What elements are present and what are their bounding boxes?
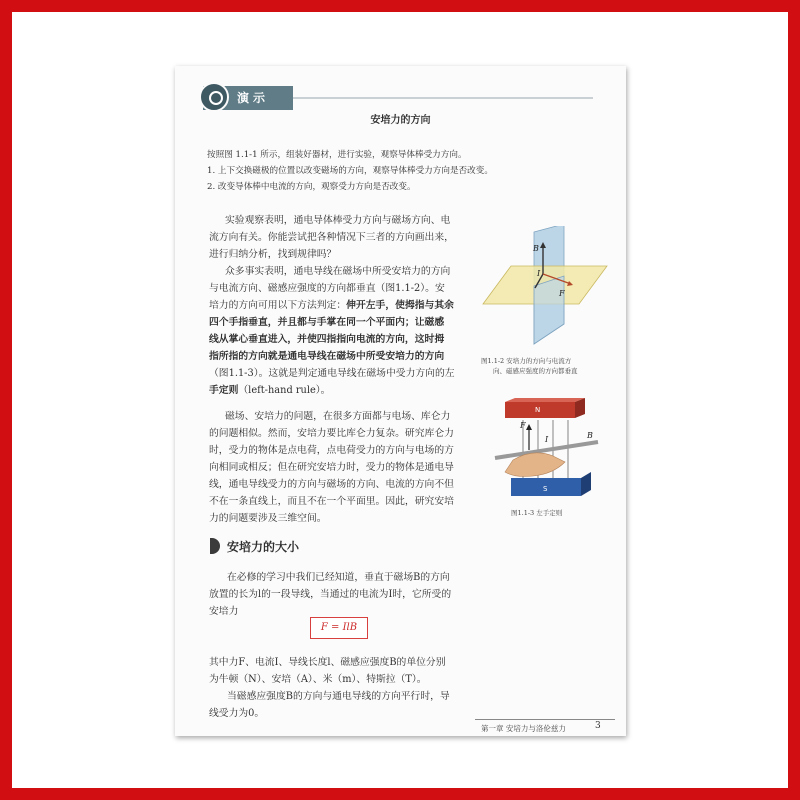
paragraph-line: 的问题相似。然而，安培力要比库仑力复杂。研究库仑力 xyxy=(209,428,454,439)
fig2-i-label: I xyxy=(545,435,549,444)
paragraph-line: 进行归纳分析，找到规律吗？ xyxy=(209,249,337,260)
rule-name-en: （left-hand rule）。 xyxy=(238,385,331,396)
paragraph-line: 线受力为0。 xyxy=(209,708,265,719)
demo-line: 2. 改变导体棒中电流的方向，观察受力方向是否改变。 xyxy=(207,182,416,192)
paragraph-line: 磁场、安培力的问题，在很多方面都与电场、库仑力 xyxy=(225,411,451,422)
paragraph-line xyxy=(209,297,454,311)
perpendicular-planes-figure xyxy=(479,226,614,351)
demo-line: 1. 上下交换磁极的位置以改变磁场的方向，观察导体棒受力方向是否改变。 xyxy=(207,166,493,176)
footer-rule xyxy=(475,719,615,720)
figure-caption: 图1.1-2 安培力的方向与电流方 xyxy=(481,357,572,365)
paragraph-line: 向相同或相反；但在研究安培力时，受力的物体是通电导 xyxy=(209,462,454,473)
rule-line: 四个手指垂直，并且都与手掌在同一个平面内；让磁感 xyxy=(209,317,445,328)
paragraph-line: 不在一条直线上，而且不在一个平面里。因此，研究安培 xyxy=(209,496,454,507)
paragraph-text: 培力的方向可用以下方法判定： xyxy=(209,300,347,311)
demo-icon xyxy=(199,82,229,112)
chapter-footer: 第一章 安培力与洛伦兹力 xyxy=(481,724,566,733)
paragraph-line: 其中力F、电流I、导线长度l、磁感应强度B的单位分别 xyxy=(209,657,446,668)
paragraph-line: 安培力 xyxy=(209,606,239,617)
north-pole-top xyxy=(505,398,585,402)
fig1-i-label: I xyxy=(537,269,541,278)
figure-caption: 向、磁感应强度的方向都垂直 xyxy=(493,367,578,375)
south-pole-side xyxy=(581,472,591,496)
demo-label: 演示 xyxy=(203,86,293,110)
rule-line: 线从掌心垂直进入，并使四指指向电流的方向，这时拇 xyxy=(209,334,445,345)
fig2-f-label: F xyxy=(520,421,526,430)
figure-caption: 图1.1-3 左手定则 xyxy=(511,509,563,517)
rule-name: 手定则 xyxy=(209,385,239,396)
paragraph-line: 与电流方向、磁感应强度的方向都垂直（图1.1-2）。安 xyxy=(209,283,445,294)
fig2-n-label: N xyxy=(535,406,541,414)
fig2-s-label: S xyxy=(543,485,548,493)
paragraph-line: 力的问题要涉及三维空间。 xyxy=(209,513,327,524)
demo-rule xyxy=(293,97,593,99)
page-number: 3 xyxy=(595,721,601,731)
section-marker xyxy=(210,538,220,554)
paragraph-line: 时，受力的物体是点电荷，点电荷受力的方向与电场的方 xyxy=(209,445,454,456)
section-title: 安培力的方向 xyxy=(370,115,431,126)
paragraph-line: 众多事实表明，通电导线在磁场中所受安培力的方向 xyxy=(225,266,451,277)
paragraph-line: （图1.1-3）。这就是判定通电导线在磁场中受力方向的左 xyxy=(209,368,455,379)
paragraph-line: 线，通电导线受力的方向与磁场的方向、电流的方向不但 xyxy=(209,479,454,490)
rule-line: 指所指的方向就是通电导线在磁场中所受安培力的方向 xyxy=(209,351,445,362)
formula-box: F = IlB xyxy=(310,617,368,639)
left-hand-rule-figure xyxy=(493,398,613,502)
textbook-page xyxy=(175,66,626,736)
paragraph-line: 实验观察表明，通电导体棒受力方向与磁场方向、电 xyxy=(225,215,451,226)
section2-title: 安培力的大小 xyxy=(227,540,300,554)
fig1-f-label: F xyxy=(559,289,565,298)
paragraph-line xyxy=(209,382,330,396)
paragraph-line: 当磁感应强度B的方向与通电导线的方向平行时，导 xyxy=(227,691,450,702)
force-arrowhead xyxy=(526,424,532,430)
paragraph-line: 为牛顿（N）、安培（A）、米（m）、特斯拉（T）。 xyxy=(209,674,427,685)
demo-line: 按照图 1.1-1 所示，组装好器材，进行实验，观察导体棒受力方向。 xyxy=(207,150,467,160)
paragraph-line: 放置的长为l的一段导线，当通过的电流为I时，它所受的 xyxy=(209,589,452,600)
paragraph-line: 在必修的学习中我们已经知道，垂直于磁场B的方向 xyxy=(227,572,450,583)
fig1-b-label: B xyxy=(533,244,539,253)
paragraph-line: 流方向有关。你能尝试把各种情况下三者的方向画出来， xyxy=(209,232,454,243)
rule-text: 伸开左手，使拇指与其余 xyxy=(346,300,454,311)
fig2-b-label: B xyxy=(587,431,593,440)
vertical-plane-lower xyxy=(534,276,564,344)
